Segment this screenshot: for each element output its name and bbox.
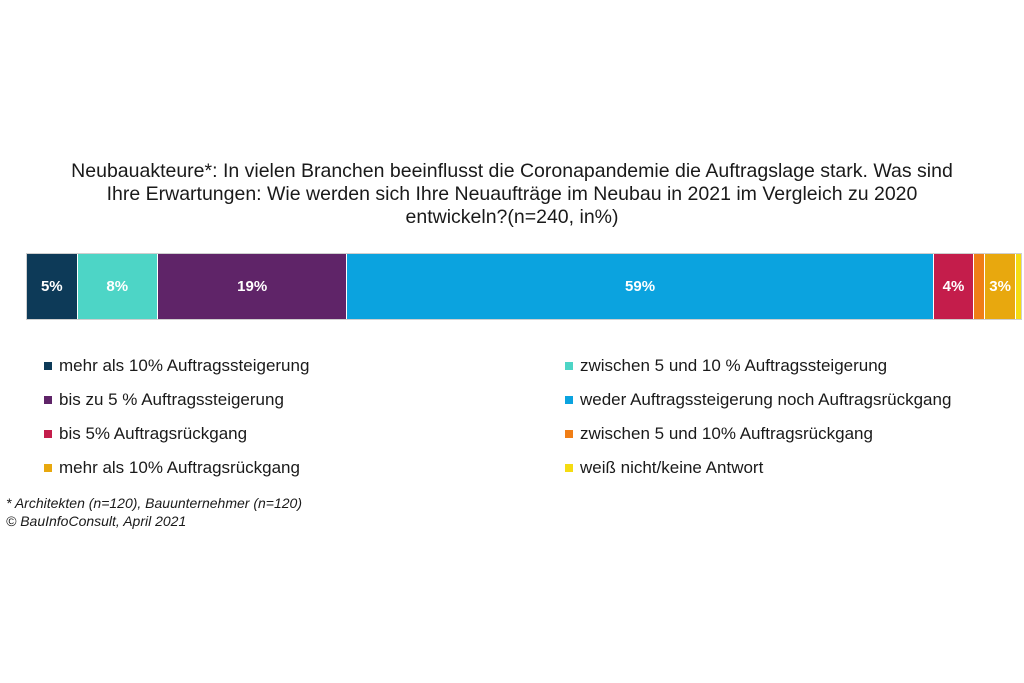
data-label: 5% — [40, 278, 63, 295]
legend-swatch — [565, 464, 573, 472]
legend-item — [565, 458, 763, 478]
legend-item — [565, 390, 951, 410]
bar-segment — [347, 254, 933, 319]
legend-label: mehr als 10% Auftragsrückgang — [59, 458, 300, 477]
legend-swatch — [44, 430, 52, 438]
legend-label: weder Auftragssteigerung noch Auftragsrückgang — [580, 390, 952, 409]
legend-label: bis 5% Auftragsrückgang — [59, 424, 248, 443]
legend-item — [565, 356, 887, 376]
footer — [6, 494, 302, 530]
legend-item — [44, 458, 300, 478]
legend-swatch — [44, 464, 52, 472]
legend-label: zwischen 5 und 10% Auftragsrückgang — [580, 424, 873, 443]
legend-item — [44, 356, 309, 376]
bar-segment — [934, 254, 975, 319]
legend-label: weiß nicht/keine Antwort — [580, 458, 764, 477]
legend-swatch — [44, 362, 52, 370]
legend-item — [565, 424, 873, 444]
bar-segment — [985, 254, 1016, 319]
bar-segment — [78, 254, 158, 319]
data-label: 8% — [106, 278, 129, 295]
data-label: 59% — [625, 278, 656, 295]
legend-swatch — [565, 430, 573, 438]
bar-segment — [1016, 254, 1021, 319]
legend-label: zwischen 5 und 10 % Auftragssteigerung — [580, 356, 888, 375]
legend-label: mehr als 10% Auftragssteigerung — [59, 356, 310, 375]
copyright-note: © BauInfoConsult, April 2021 — [6, 513, 187, 529]
legend-swatch — [44, 396, 52, 404]
bar-segment — [974, 254, 985, 319]
data-label: 3% — [989, 278, 1011, 295]
bar-segment — [27, 254, 78, 319]
legend-swatch — [565, 396, 573, 404]
legend-swatch — [565, 362, 573, 370]
data-label: 19% — [237, 278, 268, 295]
legend-item — [44, 424, 247, 444]
bar-segment — [158, 254, 347, 319]
chart-title: Neubauakteure*: In vielen Branchen beeinflusst die Coronapandemie die Auftragslage stark. Was sind Ihre Erwartungen: Wie werden sich Ihre Neuaufträge im Neubau in 2021 im Vergleich zu 2020 entwickeln?(n=240, in%) — [71, 160, 953, 228]
stacked-bar — [26, 253, 1022, 320]
footnote-sample: * Architekten (n=120), Bauunternehmer (n=120) — [6, 495, 302, 511]
data-label: 4% — [942, 278, 965, 295]
legend-label: bis zu 5 % Auftragssteigerung — [59, 390, 284, 409]
legend-item — [44, 390, 284, 410]
